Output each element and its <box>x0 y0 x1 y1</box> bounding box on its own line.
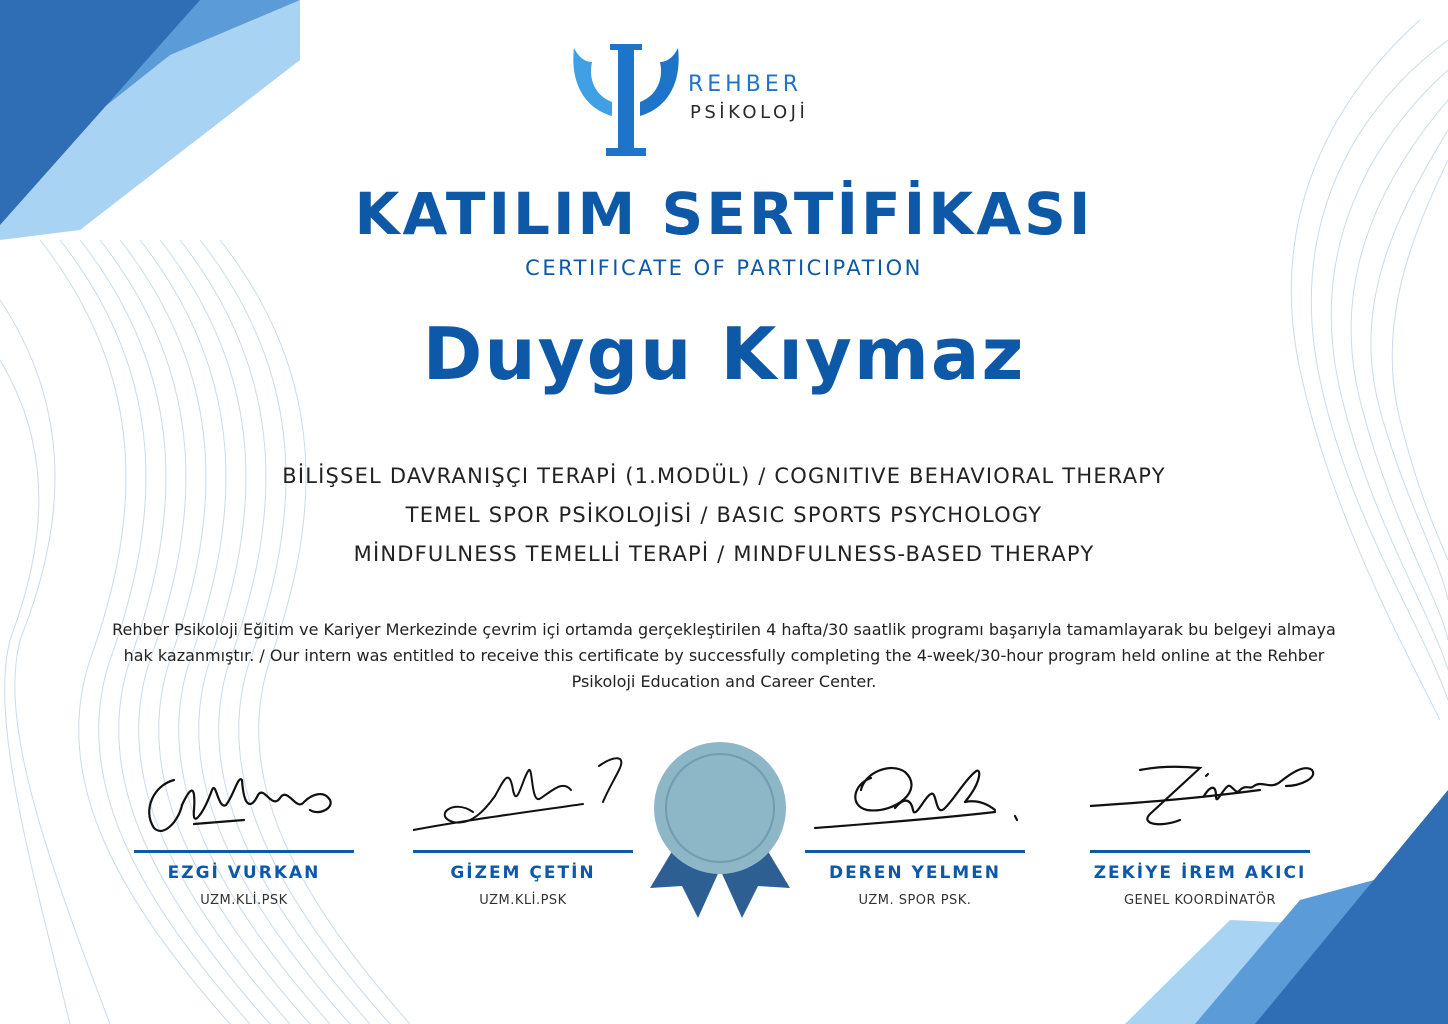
certificate-title: KATILIM SERTİFİKASI <box>354 180 1094 248</box>
signature-block <box>413 750 653 920</box>
handwritten-signature <box>413 750 653 850</box>
handwritten-signature <box>1090 750 1330 850</box>
signatory-name: DEREN YELMEN <box>828 863 1002 883</box>
rehber-psikoloji-logo <box>566 42 856 162</box>
signature-line <box>1090 850 1310 853</box>
program-line: BİLİŞSEL DAVRANIŞÇI TERAPİ (1.MODÜL) / COGNITIVE BEHAVIORAL THERAPY <box>282 464 1166 488</box>
award-ribbon-icon <box>640 740 800 925</box>
signature-block <box>134 750 374 920</box>
signature-line <box>413 850 633 853</box>
program-line: TEMEL SPOR PSİKOLOJİSİ / BASIC SPORTS PSYCHOLOGY <box>405 503 1043 527</box>
recipient-name: Duygu Kıymaz <box>422 312 1026 396</box>
signatory-name: GİZEM ÇETİN <box>450 863 596 883</box>
signature-line <box>805 850 1025 853</box>
signatory-name: EZGİ VURKAN <box>167 863 321 883</box>
certificate-description: Rehber Psikoloji Eğitim ve Kariyer Merkezinde çevrim içi ortamda gerçekleştirilen 4 hafta/30 saatlik programı başarıyla tamamlayarak bu belgeyi almaya hak kazanmıştır. / Our intern was entitled to receive this certificate by successfully completing the 4-week/30-hour program held online at the Rehber Psikoloji Education and Career Center. <box>112 620 1336 691</box>
handwritten-signature <box>134 750 374 850</box>
signature-line <box>134 850 354 853</box>
signatory-role: UZM.KLİ.PSK <box>200 893 288 908</box>
logo-word-rehber: REHBER <box>688 72 803 97</box>
psi-two-faces-icon <box>566 42 686 162</box>
logo-word-psikoloji: PSİKOLOJİ <box>690 102 809 123</box>
signatory-name: ZEKİYE İREM AKICI <box>1093 863 1307 883</box>
signature-block <box>805 750 1045 920</box>
signatory-role: GENEL KOORDİNATÖR <box>1123 893 1277 908</box>
signature-block <box>1090 750 1330 920</box>
signatory-role: UZM. SPOR PSK. <box>858 893 972 908</box>
signatory-role: UZM.KLİ.PSK <box>479 893 567 908</box>
program-line: MİNDFULNESS TEMELLİ TERAPİ / MINDFULNESS-BASED THERAPY <box>353 542 1095 566</box>
certificate-subtitle: CERTIFICATE OF PARTICIPATION <box>525 256 923 280</box>
handwritten-signature <box>805 750 1045 850</box>
